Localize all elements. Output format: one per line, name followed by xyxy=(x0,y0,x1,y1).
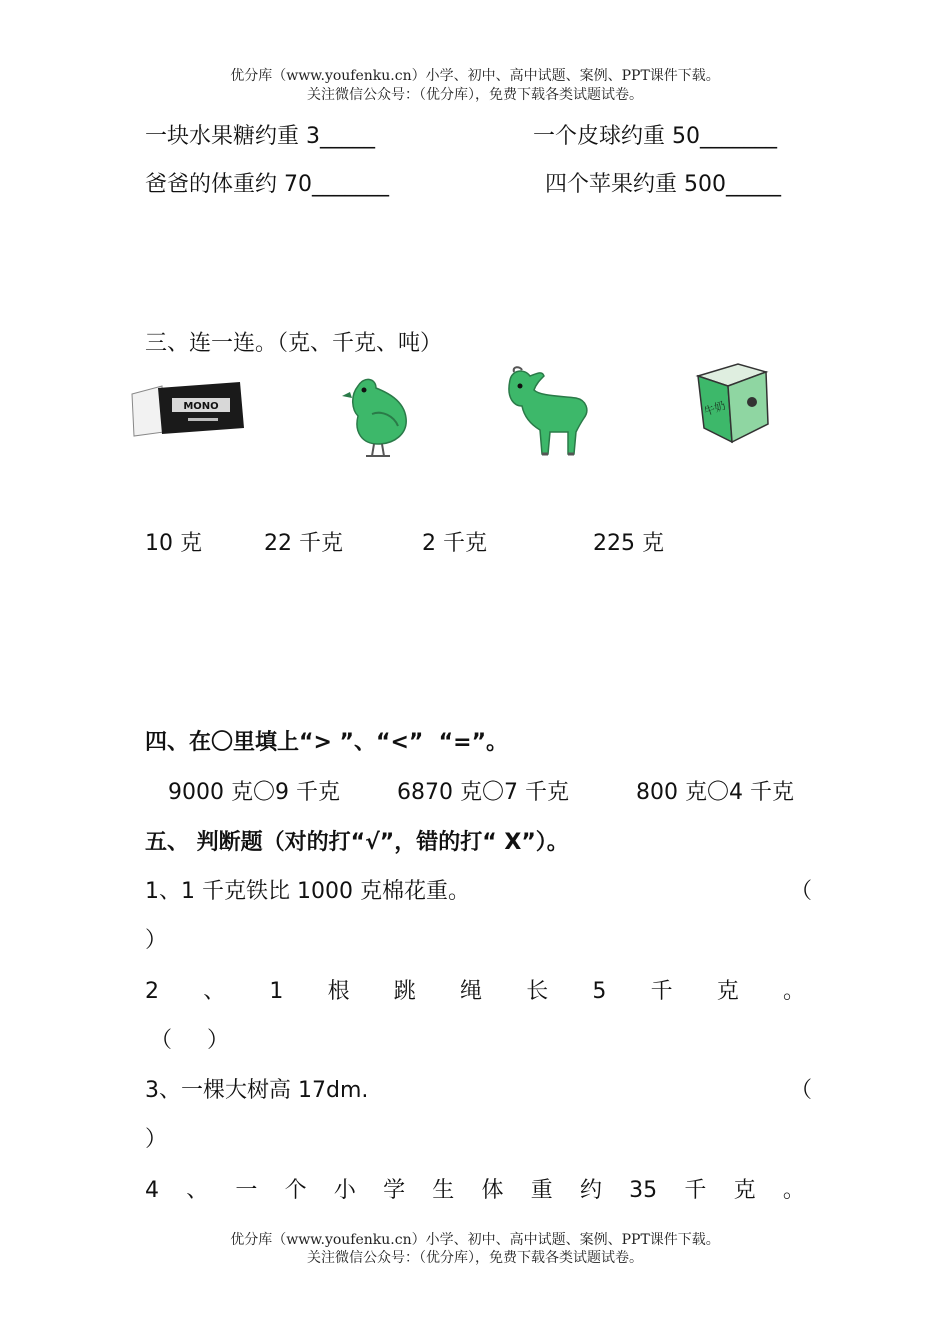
q4-token: 体 xyxy=(481,1178,504,1203)
option-225-grams: 225 克 xyxy=(593,531,664,556)
q2-token: 。 xyxy=(782,979,805,1004)
judge-question-1: 1、1 千克铁比 1000 克棉花重。 xyxy=(145,879,470,904)
footer-line-1: 优分库（www.youfenku.cn）小学、初中、高中试题、案例、PPT课件下载。 xyxy=(230,1232,720,1248)
q2-token: 根 xyxy=(327,979,350,1004)
milk-carton-picture xyxy=(694,362,774,446)
q2-token: 绳 xyxy=(459,979,482,1004)
q4-token: 约 xyxy=(579,1178,602,1203)
judge-question-2-paren: （ ） xyxy=(150,1028,229,1053)
option-10-grams: 10 克 xyxy=(145,531,202,556)
footer-line-2: 关注微信公众号：（优分库），免费下载各类试题试卷。 xyxy=(307,1250,643,1266)
q2-token: 5 xyxy=(592,979,607,1004)
q4-token: 4 xyxy=(145,1178,159,1203)
fill-question-2: 一个皮球约重 50_______ xyxy=(533,124,777,149)
fill-question-3: 爸爸的体重约 70_______ xyxy=(145,172,389,197)
q2-token: 千 xyxy=(650,979,673,1004)
q2-token: 1 xyxy=(269,979,284,1004)
section-3-title: 三、连一连。（克、千克、吨） xyxy=(145,331,443,356)
option-22-kilograms: 22 千克 xyxy=(264,531,343,556)
judge-question-3-close-paren: ） xyxy=(145,1127,168,1152)
option-2-kilograms: 2 千克 xyxy=(422,531,487,556)
compare-item-1: 9000 克〇9 千克 xyxy=(168,780,340,805)
judge-question-4 xyxy=(145,1176,805,1206)
q4-token: 千 xyxy=(684,1178,707,1203)
compare-item-2: 6870 克〇7 千克 xyxy=(397,780,569,805)
q2-token: 长 xyxy=(526,979,549,1004)
q4-token: 个 xyxy=(284,1178,307,1203)
q2-token: 跳 xyxy=(393,979,416,1004)
judge-question-1-open-paren: （ xyxy=(790,879,813,904)
eraser-label: MONO xyxy=(183,401,219,412)
section-4-title: 四、在〇里填上“> ”、“<” “=”。 xyxy=(145,730,509,755)
header-line-1: 优分库（www.youfenku.cn）小学、初中、高中试题、案例、PPT课件下载。 xyxy=(230,68,720,84)
q4-token: 35 xyxy=(629,1178,658,1203)
section-5-title: 五、 判断题（对的打“√”，错的打“ X”）。 xyxy=(145,830,569,855)
milk-carton-label: 牛奶 xyxy=(702,398,728,419)
fill-question-1: 一块水果糖约重 3_____ xyxy=(145,124,375,149)
q4-token: 学 xyxy=(383,1178,406,1203)
judge-question-3: 3、一棵大树高 17dm. xyxy=(145,1078,369,1103)
q4-token: 克 xyxy=(733,1178,756,1203)
q4-token: 小 xyxy=(333,1178,356,1203)
q2-token: 2 xyxy=(145,979,159,1004)
fill-question-4: 四个苹果约重 500_____ xyxy=(545,172,781,197)
q4-token: 一 xyxy=(235,1178,258,1203)
q2-token: 、 xyxy=(203,979,226,1004)
chicken-picture xyxy=(342,374,414,462)
judge-question-3-open-paren: （ xyxy=(790,1078,813,1103)
q4-token: 重 xyxy=(530,1178,553,1203)
q4-token: 生 xyxy=(432,1178,455,1203)
compare-item-3: 800 克〇4 千克 xyxy=(636,780,794,805)
judge-question-1-close-paren: ） xyxy=(145,928,168,953)
eraser-picture xyxy=(128,380,248,440)
q2-token: 克 xyxy=(716,979,739,1004)
q4-token: 。 xyxy=(782,1178,805,1203)
header-line-2: 关注微信公众号：（优分库），免费下载各类试题试卷。 xyxy=(307,87,643,103)
goat-picture xyxy=(500,366,592,460)
q4-token: 、 xyxy=(186,1178,209,1203)
judge-question-2 xyxy=(145,977,805,1007)
